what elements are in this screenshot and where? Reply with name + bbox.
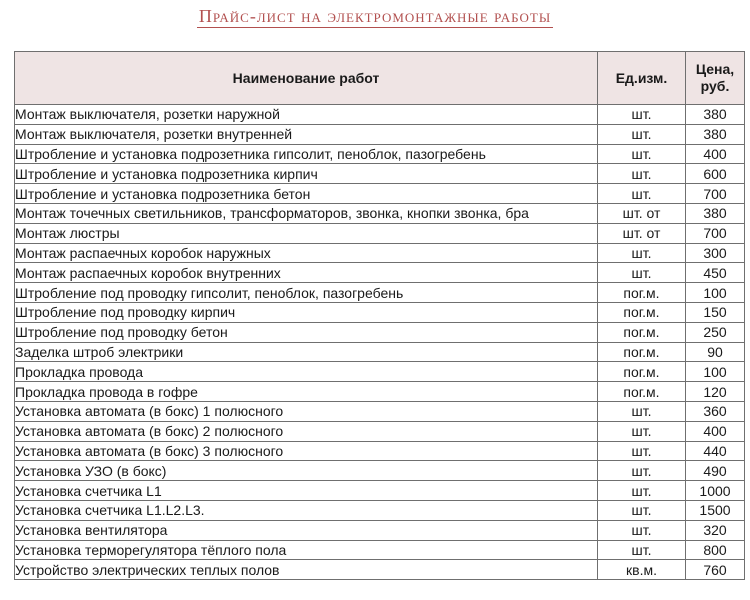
table-row xyxy=(15,481,745,501)
unit-cell: шт. xyxy=(598,461,686,481)
price-cell: 100 xyxy=(686,283,745,303)
service-name-cell: Штробление под проводку бетон xyxy=(15,322,598,342)
price-cell: 300 xyxy=(686,243,745,263)
price-cell: 360 xyxy=(686,401,745,421)
table-row xyxy=(15,283,745,303)
price-cell: 100 xyxy=(686,362,745,382)
table-row xyxy=(15,500,745,520)
price-cell: 120 xyxy=(686,382,745,402)
price-cell: 90 xyxy=(686,342,745,362)
table-row xyxy=(15,441,745,461)
column-header-name: Наименование работ xyxy=(15,52,598,105)
unit-cell: кв.м. xyxy=(598,560,686,580)
unit-cell: пог.м. xyxy=(598,302,686,322)
unit-cell: шт. от xyxy=(598,203,686,223)
service-name-cell: Монтаж выключателя, розетки наружной xyxy=(15,105,598,125)
unit-cell: шт. xyxy=(598,520,686,540)
service-name-cell: Прокладка провода xyxy=(15,362,598,382)
unit-cell: шт. xyxy=(598,263,686,283)
table-row xyxy=(15,302,745,322)
table-row xyxy=(15,342,745,362)
table-row xyxy=(15,382,745,402)
table-row xyxy=(15,560,745,580)
service-name-cell: Монтаж распаечных коробок внутренних xyxy=(15,263,598,283)
unit-cell: шт. xyxy=(598,144,686,164)
price-cell: 800 xyxy=(686,540,745,560)
unit-cell: пог.м. xyxy=(598,322,686,342)
table-row xyxy=(15,401,745,421)
service-name-cell: Установка вентилятора xyxy=(15,520,598,540)
service-name-cell: Установка счетчика L1 xyxy=(15,481,598,501)
price-cell: 320 xyxy=(686,520,745,540)
table-row xyxy=(15,322,745,342)
service-name-cell: Заделка штроб электрики xyxy=(15,342,598,362)
table-row xyxy=(15,124,745,144)
price-cell: 400 xyxy=(686,421,745,441)
table-row xyxy=(15,263,745,283)
page-title xyxy=(0,6,750,32)
service-name-cell: Монтаж точечных светильников, трансформаторов, звонка, кнопки звонка, бра xyxy=(15,203,598,223)
service-name-cell: Прокладка провода в гофре xyxy=(15,382,598,402)
price-cell: 600 xyxy=(686,164,745,184)
service-name-cell: Штробление под проводку гипсолит, пеноблок, пазогребень xyxy=(15,283,598,303)
unit-cell: пог.м. xyxy=(598,283,686,303)
service-name-cell: Монтаж люстры xyxy=(15,223,598,243)
price-cell: 380 xyxy=(686,124,745,144)
unit-cell: шт. xyxy=(598,540,686,560)
column-header-unit: Ед.изм. xyxy=(598,52,686,105)
price-cell: 440 xyxy=(686,441,745,461)
price-table-body xyxy=(15,105,745,580)
page-title-text: Прайс-лист на электромонтажные работы xyxy=(198,6,552,26)
unit-cell: шт. xyxy=(598,500,686,520)
price-cell: 450 xyxy=(686,263,745,283)
price-cell: 150 xyxy=(686,302,745,322)
price-cell: 700 xyxy=(686,223,745,243)
service-name-cell: Установка автомата (в бокс) 1 полюсного xyxy=(15,401,598,421)
unit-cell: пог.м. xyxy=(598,362,686,382)
column-header-price-line1: Цена, xyxy=(695,61,735,77)
table-row xyxy=(15,421,745,441)
service-name-cell: Штробление и установка подрозетника кирпич xyxy=(15,164,598,184)
service-name-cell: Установка счетчика L1.L2.L3. xyxy=(15,500,598,520)
table-row xyxy=(15,144,745,164)
table-row xyxy=(15,223,745,243)
price-cell: 760 xyxy=(686,560,745,580)
unit-cell: шт. xyxy=(598,401,686,421)
service-name-cell: Установка УЗО (в бокс) xyxy=(15,461,598,481)
column-header-price xyxy=(686,52,745,105)
table-row xyxy=(15,243,745,263)
service-name-cell: Монтаж выключателя, розетки внутренней xyxy=(15,124,598,144)
service-name-cell: Штробление под проводку кирпич xyxy=(15,302,598,322)
price-table xyxy=(14,51,745,580)
price-cell: 380 xyxy=(686,203,745,223)
service-name-cell: Штробление и установка подрозетника бетон xyxy=(15,184,598,204)
price-cell: 1500 xyxy=(686,500,745,520)
table-row xyxy=(15,520,745,540)
unit-cell: шт. от xyxy=(598,223,686,243)
service-name-cell: Штробление и установка подрозетника гипсолит, пеноблок, пазогребень xyxy=(15,144,598,164)
table-row xyxy=(15,362,745,382)
service-name-cell: Монтаж распаечных коробок наружных xyxy=(15,243,598,263)
service-name-cell: Установка терморегулятора тёплого пола xyxy=(15,540,598,560)
unit-cell: пог.м. xyxy=(598,342,686,362)
table-row xyxy=(15,540,745,560)
price-cell: 250 xyxy=(686,322,745,342)
column-header-price-line2: руб. xyxy=(700,78,730,94)
unit-cell: шт. xyxy=(598,421,686,441)
table-row xyxy=(15,184,745,204)
unit-cell: шт. xyxy=(598,164,686,184)
unit-cell: шт. xyxy=(598,184,686,204)
table-row xyxy=(15,461,745,481)
unit-cell: шт. xyxy=(598,105,686,125)
service-name-cell: Устройство электрических теплых полов xyxy=(15,560,598,580)
unit-cell: шт. xyxy=(598,441,686,461)
price-cell: 700 xyxy=(686,184,745,204)
price-cell: 380 xyxy=(686,105,745,125)
unit-cell: пог.м. xyxy=(598,382,686,402)
table-header-row xyxy=(15,52,745,105)
table-row xyxy=(15,105,745,125)
table-row xyxy=(15,203,745,223)
service-name-cell: Установка автомата (в бокс) 3 полюсного xyxy=(15,441,598,461)
price-cell: 1000 xyxy=(686,481,745,501)
unit-cell: шт. xyxy=(598,481,686,501)
table-row xyxy=(15,164,745,184)
price-cell: 400 xyxy=(686,144,745,164)
price-cell: 490 xyxy=(686,461,745,481)
unit-cell: шт. xyxy=(598,124,686,144)
unit-cell: шт. xyxy=(598,243,686,263)
service-name-cell: Установка автомата (в бокс) 2 полюсного xyxy=(15,421,598,441)
